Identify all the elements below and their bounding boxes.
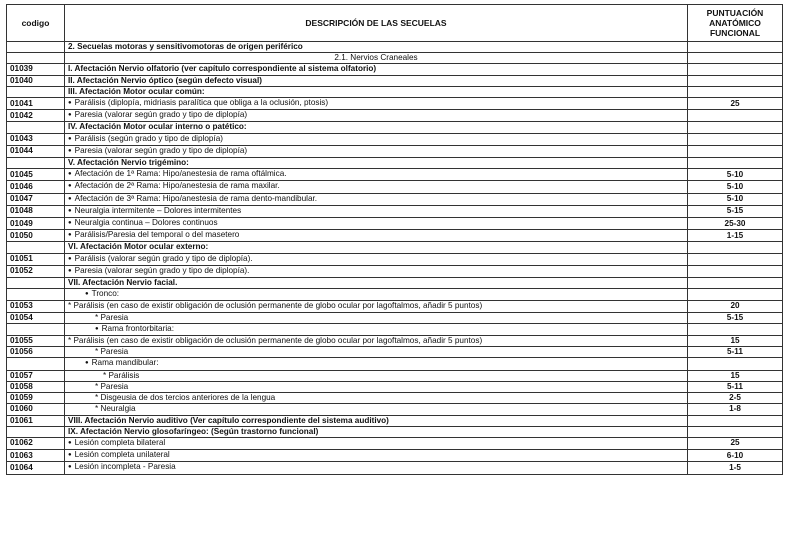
row-score: 5-11	[688, 381, 783, 392]
row-description: * Paresia	[65, 347, 688, 358]
row-code: 01040	[7, 75, 65, 86]
table-row	[7, 98, 783, 110]
table-row	[7, 265, 783, 277]
row-code	[7, 42, 65, 53]
table-row	[7, 278, 783, 289]
table-row	[7, 86, 783, 97]
row-description: IX. Afectación Nervio glosofaríngeo: (Según trastorno funcional)	[65, 426, 688, 437]
row-description: ● Paresia (valorar según grado y tipo de diplopía).	[65, 265, 688, 277]
row-description: 2.1. Nervios Craneales	[65, 53, 688, 64]
row-score	[688, 323, 783, 335]
row-code	[7, 278, 65, 289]
row-code: 01046	[7, 181, 65, 193]
row-code: 01041	[7, 98, 65, 110]
row-code: 01043	[7, 133, 65, 145]
row-score	[688, 53, 783, 64]
row-score	[688, 253, 783, 265]
row-code: 01056	[7, 347, 65, 358]
header-codigo: codigo	[7, 5, 65, 42]
row-code	[7, 426, 65, 437]
row-score	[688, 75, 783, 86]
row-description: * Paresia	[65, 312, 688, 323]
row-code: 01042	[7, 110, 65, 122]
row-code: 01055	[7, 336, 65, 347]
row-score: 1-15	[688, 230, 783, 242]
row-code: 01059	[7, 393, 65, 404]
row-description: VI. Afectación Motor ocular externo:	[65, 242, 688, 253]
row-code: 01063	[7, 450, 65, 462]
row-score: 5-10	[688, 181, 783, 193]
row-description: ● Neuralgia intermitente – Dolores intermitentes	[65, 205, 688, 217]
table-row	[7, 145, 783, 157]
row-score	[688, 265, 783, 277]
table-row	[7, 415, 783, 426]
row-code: 01064	[7, 462, 65, 474]
row-code	[7, 358, 65, 370]
header-puntuacion: PUNTUACIÓN ANATÓMICO FUNCIONAL	[688, 5, 783, 42]
row-score	[688, 158, 783, 169]
table-row	[7, 169, 783, 181]
row-score: 5-11	[688, 347, 783, 358]
row-description: VII. Afectación Nervio facial.	[65, 278, 688, 289]
row-description: V. Afectación Nervio trigémino:	[65, 158, 688, 169]
table-row	[7, 205, 783, 217]
row-description: ● Lesión completa unilateral	[65, 450, 688, 462]
row-score: 5-15	[688, 312, 783, 323]
row-score: 5-10	[688, 169, 783, 181]
table-row	[7, 42, 783, 53]
row-code: 01047	[7, 193, 65, 205]
table-row	[7, 393, 783, 404]
row-code: 01057	[7, 370, 65, 381]
row-code: 01039	[7, 64, 65, 75]
header-descripcion: DESCRIPCIÓN DE LAS SECUELAS	[65, 5, 688, 42]
row-code: 01044	[7, 145, 65, 157]
table-row	[7, 437, 783, 449]
row-code	[7, 122, 65, 133]
table-row	[7, 289, 783, 301]
table-row	[7, 242, 783, 253]
row-code: 01054	[7, 312, 65, 323]
row-score	[688, 278, 783, 289]
row-code: 01052	[7, 265, 65, 277]
table-row	[7, 312, 783, 323]
row-score	[688, 122, 783, 133]
row-score	[688, 86, 783, 97]
row-description: * Disgeusia de dos tercios anteriores de la lengua	[65, 393, 688, 404]
row-score: 1-8	[688, 404, 783, 415]
row-score: 1-5	[688, 462, 783, 474]
row-score	[688, 64, 783, 75]
row-description: ● Afectación de 1ª Rama: Hipo/anestesia de rama oftálmica.	[65, 169, 688, 181]
row-description: IV. Afectación Motor ocular interno o patético:	[65, 122, 688, 133]
table-row	[7, 193, 783, 205]
table-row	[7, 110, 783, 122]
row-description: * Paresia	[65, 381, 688, 392]
table-row	[7, 426, 783, 437]
row-description: ● Afectación de 3ª Rama: Hipo/anestesia de rama dento-mandibular.	[65, 193, 688, 205]
row-description: ● Parálisis (valorar según grado y tipo de diplopía).	[65, 253, 688, 265]
row-score: 25	[688, 437, 783, 449]
table-row	[7, 358, 783, 370]
row-score	[688, 110, 783, 122]
row-description: ● Lesión incompleta - Paresia	[65, 462, 688, 474]
row-description: II. Afectación Nervio óptico (según defecto visual)	[65, 75, 688, 86]
row-description: ● Parálisis/Paresia del temporal o del masetero	[65, 230, 688, 242]
row-description: * Parálisis	[65, 370, 688, 381]
row-description: ● Rama mandibular:	[65, 358, 688, 370]
table-row	[7, 381, 783, 392]
row-score: 5-10	[688, 193, 783, 205]
table-row	[7, 53, 783, 64]
row-score: 20	[688, 301, 783, 312]
row-score: 25	[688, 98, 783, 110]
row-description: ● Lesión completa bilateral	[65, 437, 688, 449]
table-row	[7, 230, 783, 242]
row-description: ● Tronco:	[65, 289, 688, 301]
row-score	[688, 42, 783, 53]
row-score: 6-10	[688, 450, 783, 462]
row-score	[688, 133, 783, 145]
row-code: 01050	[7, 230, 65, 242]
row-code: 01061	[7, 415, 65, 426]
row-code: 01045	[7, 169, 65, 181]
row-description: ● Paresia (valorar según grado y tipo de diplopía)	[65, 145, 688, 157]
row-description: ● Rama frontorbitaria:	[65, 323, 688, 335]
table-row	[7, 122, 783, 133]
table-row	[7, 181, 783, 193]
row-description: III. Afectación Motor ocular común:	[65, 86, 688, 97]
row-code	[7, 289, 65, 301]
row-description: 2. Secuelas motoras y sensitivomotoras de origen periférico	[65, 42, 688, 53]
row-score	[688, 289, 783, 301]
row-score: 2-5	[688, 393, 783, 404]
table-body	[7, 42, 783, 475]
row-score	[688, 358, 783, 370]
row-description: * Neuralgia	[65, 404, 688, 415]
table-row	[7, 323, 783, 335]
row-code	[7, 242, 65, 253]
row-code	[7, 323, 65, 335]
row-code	[7, 53, 65, 64]
table-row	[7, 253, 783, 265]
row-score: 25-30	[688, 218, 783, 230]
row-description: I. Afectación Nervio olfatorio (ver capítulo correspondiente al sistema olfatorio)	[65, 64, 688, 75]
row-score	[688, 242, 783, 253]
row-code: 01051	[7, 253, 65, 265]
row-description: ● Paresia (valorar según grado y tipo de diplopía)	[65, 110, 688, 122]
row-score: 5-15	[688, 205, 783, 217]
table-header-row	[7, 5, 783, 42]
table-row	[7, 450, 783, 462]
table-row	[7, 64, 783, 75]
row-description: * Parálisis (en caso de existir obligación de oclusión permanente de globo ocular por lagoftalmos, añadir 5 puntos)	[65, 301, 688, 312]
table-row	[7, 462, 783, 474]
secuelas-table	[6, 4, 783, 475]
row-score: 15	[688, 336, 783, 347]
row-code	[7, 158, 65, 169]
row-code: 01048	[7, 205, 65, 217]
row-description: ● Parálisis (según grado y tipo de diplopía)	[65, 133, 688, 145]
table-row	[7, 404, 783, 415]
row-code: 01053	[7, 301, 65, 312]
table-row	[7, 336, 783, 347]
table-row	[7, 133, 783, 145]
row-score: 15	[688, 370, 783, 381]
row-description: VIII. Afectación Nervio auditivo (Ver capítulo correspondiente del sistema auditivo)	[65, 415, 688, 426]
row-code: 01060	[7, 404, 65, 415]
row-description: * Parálisis (en caso de existir obligación de oclusión permanente de globo ocular por lagoftalmos, añadir 5 puntos)	[65, 336, 688, 347]
row-code: 01049	[7, 218, 65, 230]
row-score	[688, 145, 783, 157]
row-score	[688, 415, 783, 426]
row-description: ● Afectación de 2ª Rama: Hipo/anestesia de rama maxilar.	[65, 181, 688, 193]
row-code: 01062	[7, 437, 65, 449]
row-description: ● Parálisis (diplopía, midriasis paralítica que obliga a la oclusión, ptosis)	[65, 98, 688, 110]
row-score	[688, 426, 783, 437]
table-row	[7, 158, 783, 169]
table-row	[7, 347, 783, 358]
row-description: ● Neuralgia continua – Dolores continuos	[65, 218, 688, 230]
row-code	[7, 86, 65, 97]
table-row	[7, 370, 783, 381]
table-row	[7, 218, 783, 230]
table-row	[7, 301, 783, 312]
row-code: 01058	[7, 381, 65, 392]
table-row	[7, 75, 783, 86]
